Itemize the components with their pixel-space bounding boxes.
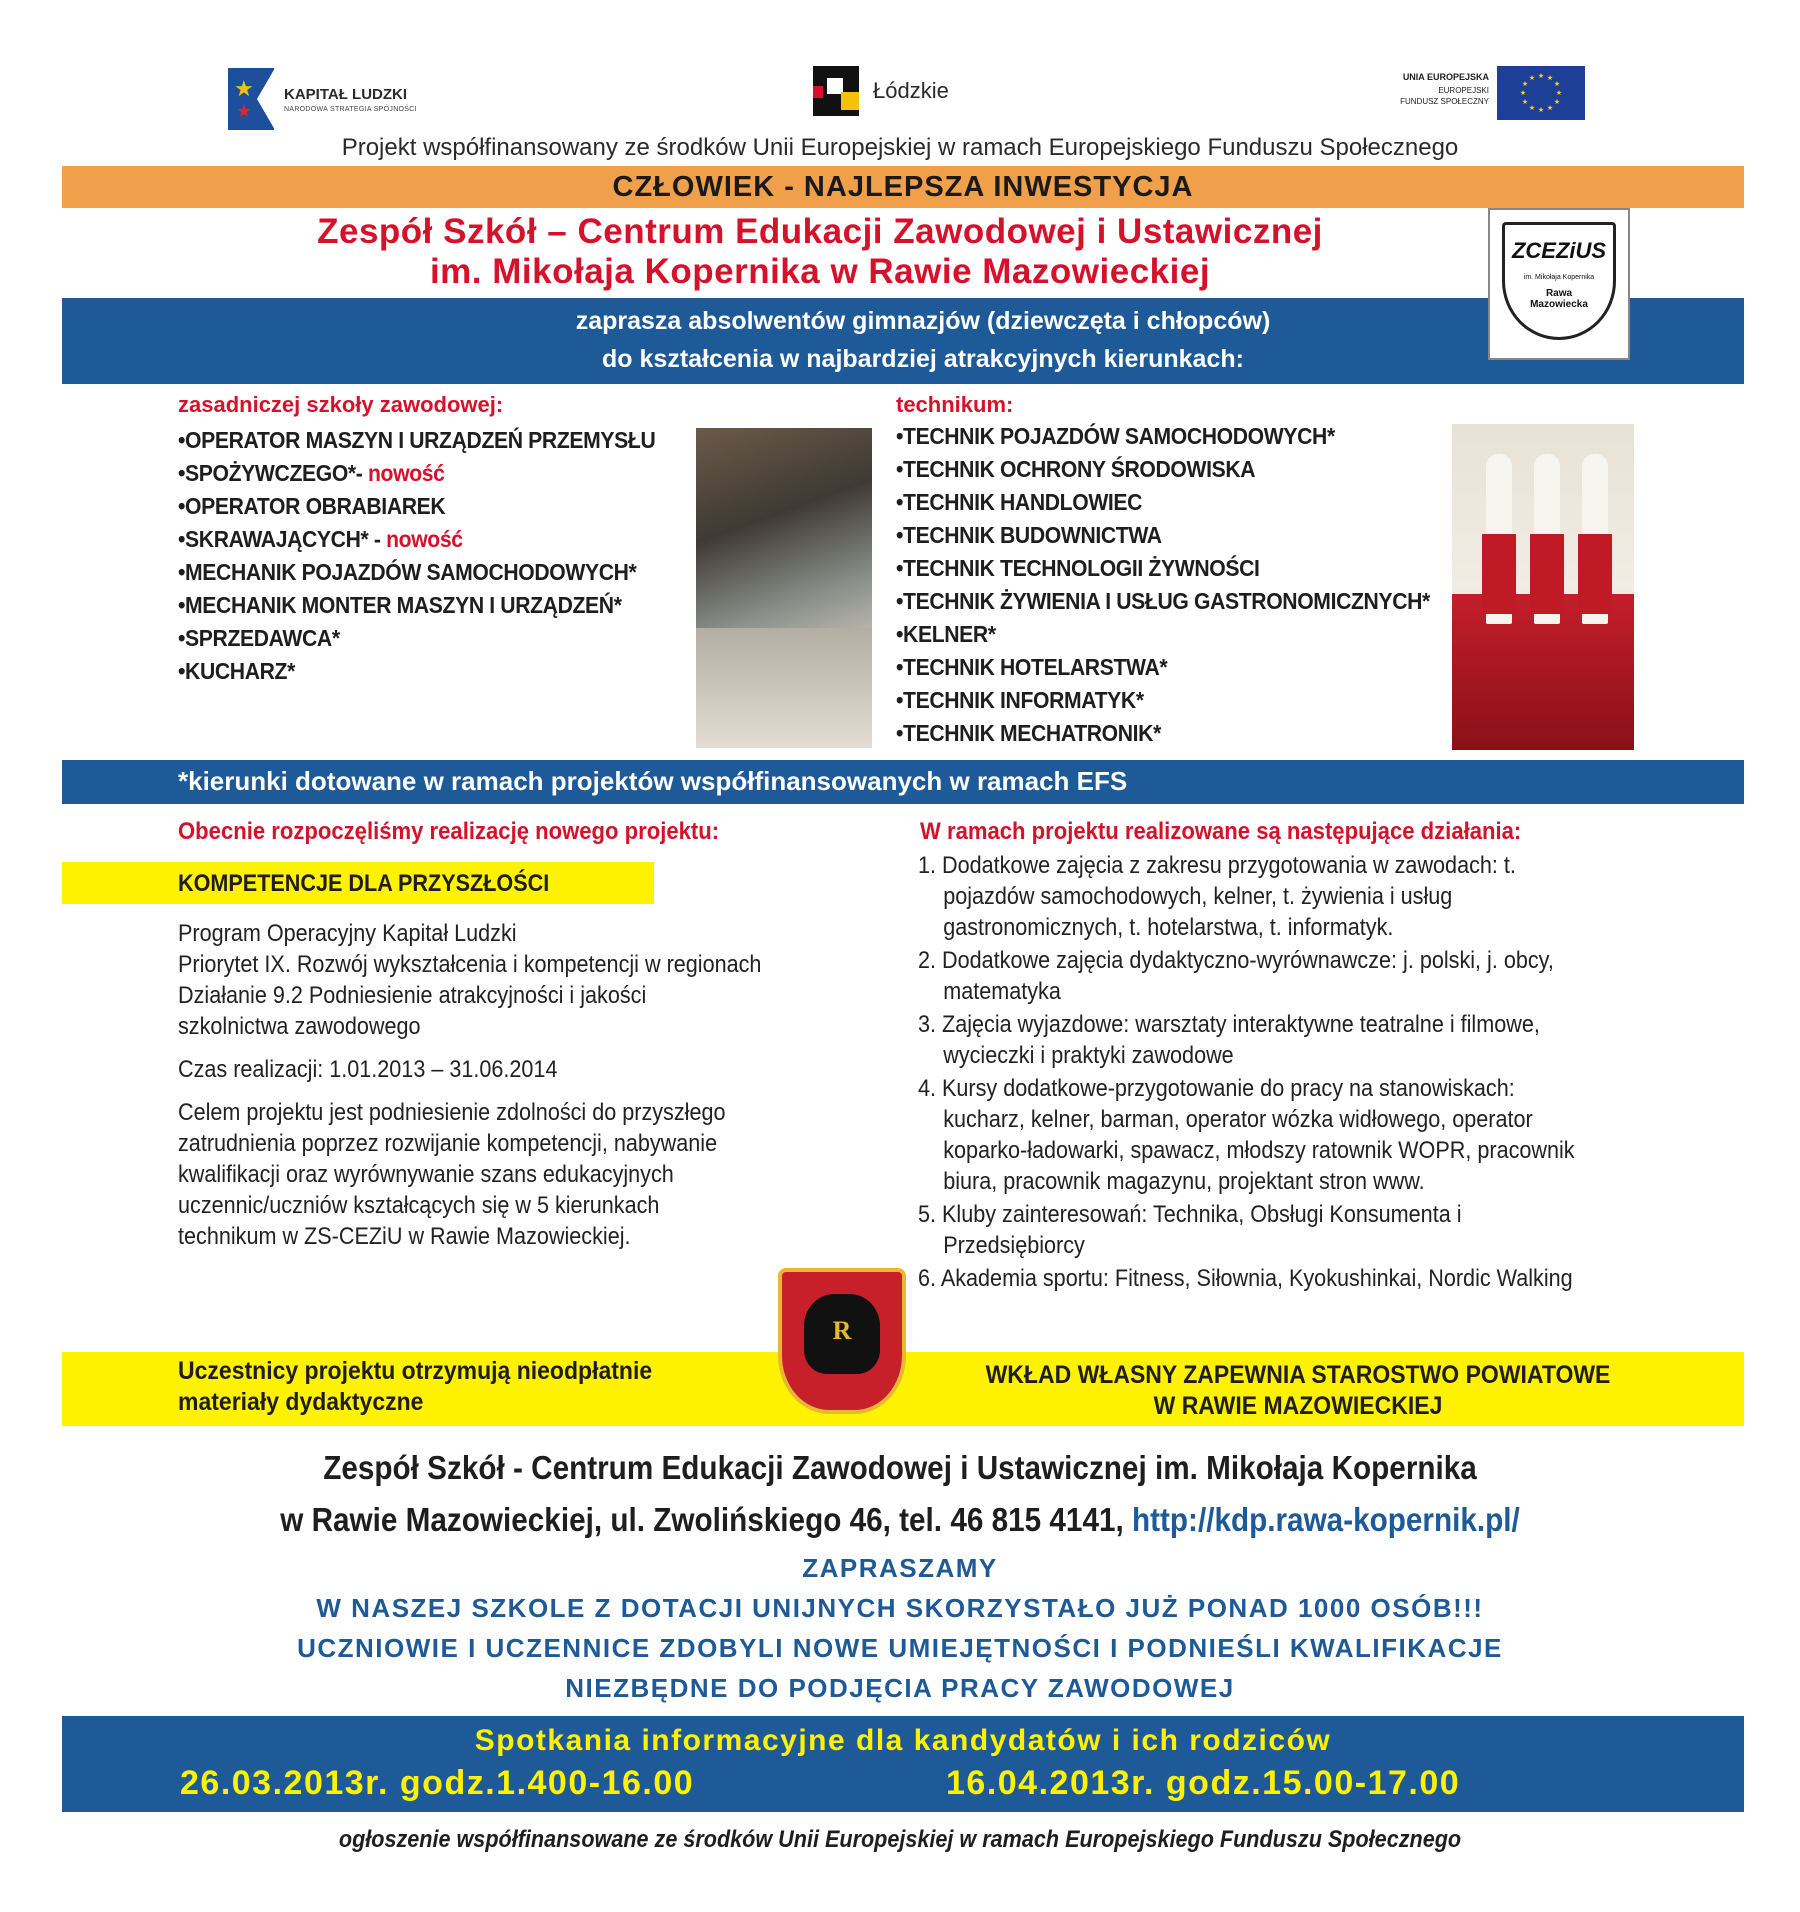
project-period: Czas realizacji: 1.01.2013 – 31.06.2014 [178, 1056, 558, 1083]
project-program: Program Operacyjny Kapitał Ludzki [178, 920, 517, 947]
list-item: •TECHNIK HANDLOWIEC [896, 489, 1143, 515]
eu-line1: UNIA EUROPEJSKA [1402, 72, 1489, 82]
emblem-letter: R [832, 1316, 852, 1345]
invite-line2: do kształcenia w najbardziej atrakcyjnych kierunkach: [602, 345, 1244, 373]
waitresses-photo [1452, 424, 1634, 750]
efs-note: *kierunki dotowane w ramach projektów współfinansowanych w ramach EFS [178, 766, 1128, 796]
school-title [150, 212, 1490, 292]
eu-line3: FUNDUSZ SPOŁECZNY [1400, 97, 1489, 106]
eu-flag-icon [1497, 66, 1585, 120]
list-item: 2. Dodatkowe zajęcia dydaktyczno-wyrównawcze: j. polski, j. obcy, matematyka [918, 947, 1554, 1005]
zsz-heading: zasadniczej szkoły zawodowej: [178, 392, 504, 417]
kapital-ludzki-logo [228, 68, 468, 132]
list-item: 3. Zajęcia wyjazdowe: warsztaty interaktywne teatralne i filmowe, wycieczki i praktyki zawodowe [918, 1011, 1540, 1069]
list-item: •SPRZEDAWCA* [178, 625, 340, 651]
list-item: •OPERATOR MASZYN I URZĄDZEŃ PRZEMYSŁU [178, 427, 656, 453]
list-item: •TECHNIK OCHRONY ŚRODOWISKA [896, 456, 1256, 482]
crest-abbr: ZCEZiUS [1511, 238, 1607, 263]
list-item: •SPOŻYWCZEGO*- nowość [178, 460, 445, 486]
svg-text:★: ★ [1528, 74, 1536, 82]
invite-line1: zaprasza absolwentów gimnazjów (dziewczęta i chłopców) [575, 307, 1271, 335]
invitation-line2: W NASZEJ SZKOLE Z DOTACJI UNIJNYCH SKORZYSTAŁO JUŻ PONAD 1000 OSÓB!!! [316, 1593, 1484, 1623]
svg-text:★: ★ [1546, 74, 1554, 82]
list-item: •SKRAWAJĄCYCH* - nowość [178, 526, 463, 552]
svg-text:★: ★ [1521, 98, 1529, 106]
list-item: 4. Kursy dodatkowe-przygotowanie do pracy na stanowiskach: kucharz, kelner, barman, operator wózka widłowego, operator koparko-ładowarki, spawacz, młodszy ratownik WOPR, pracownik biura, pracownik magazynu, projektant stron www. [918, 1075, 1575, 1195]
list-item: •TECHNIK BUDOWNICTWA [896, 522, 1162, 548]
crest-line1: im. Mikołaja Kopernika [1523, 274, 1595, 281]
list-item: •KELNER* [896, 621, 996, 647]
own-contribution [948, 1360, 1647, 1422]
invitation-line4: NIEZBĘDNE DO PODJĘCIA PRACY ZAWODOWEJ [565, 1673, 1235, 1703]
website-link[interactable]: http://kdp.rawa-kopernik.pl/ [1131, 1501, 1520, 1538]
eu-logo [1380, 66, 1585, 122]
activities-list [918, 850, 1602, 1296]
workshop-photo [696, 428, 872, 748]
project-heading: Obecnie rozpoczęliśmy realizację nowego projektu: [178, 818, 720, 845]
contact-info [90, 1442, 1710, 1546]
project-priority: Priorytet IX. Rozwój wykształcenia i kompetencji w regionach [178, 951, 762, 978]
invitation-block [0, 1548, 1800, 1708]
list-item: •MECHANIK POJAZDÓW SAMOCHODOWYCH* [178, 559, 637, 585]
zsz-list [178, 424, 655, 688]
list-item: •TECHNIK INFORMATYK* [896, 687, 1144, 713]
invitation-line1: ZAPRASZAMY [802, 1553, 998, 1583]
list-item: •TECHNIK MECHATRONIK* [896, 720, 1161, 746]
kapital-ludzki-name: KAPITAŁ LUDZKI [284, 86, 408, 103]
list-item: •TECHNIK HOTELARSTWA* [896, 654, 1168, 680]
own-contribution-line1: WKŁAD WŁASNY ZAPEWNIA STAROSTWO POWIATOWE [985, 1361, 1611, 1389]
project-goal: Celem projektu jest podniesienie zdolności do przyszłego zatrudnienia poprzez rozwijanie kompetencji, nabywanie kwalifikacji oraz wyrównywanie szans edukacyjnych uczennic/uczniów kształcących się w 5 kierunkach technikum w ZS-CEZiU w Rawie Mazowieckiej. [178, 1099, 726, 1250]
meeting-date-2: 16.04.2013r. godz.15.00-17.00 [946, 1764, 1461, 1802]
list-item: •TECHNIK TECHNOLOGII ŻYWNOŚCI [896, 555, 1260, 581]
project-action: Działanie 9.2 Podniesienie atrakcyjności i jakości szkolnictwa zawodowego [178, 982, 647, 1040]
svg-text:★: ★ [1521, 80, 1529, 88]
footer-note: ogłoszenie współfinansowane ze środków Unii Europejskiej w ramach Europejskiego Funduszu Społecznego [338, 1826, 1462, 1853]
county-emblem-icon [778, 1268, 906, 1414]
list-item: •TECHNIK ŻYWIENIA I USŁUG GASTRONOMICZNYCH* [896, 588, 1430, 614]
own-contribution-line2: W RAWIE MAZOWIECKIEJ [1153, 1392, 1443, 1420]
crest-line2: Rawa Mazowiecka [1530, 288, 1588, 310]
contact-line2: w Rawie Mazowieckiej, ul. Zwolińskiego 46, tel. 46 815 4141, [280, 1501, 1124, 1538]
list-item: 6. Akademia sportu: Fitness, Siłownia, Kyokushinkai, Nordic Walking [918, 1265, 1573, 1292]
meetings-title: Spotkania informacyjne dla kandydatów i ich rodziców [474, 1724, 1332, 1757]
svg-text:★: ★ [1553, 98, 1561, 106]
list-item: •MECHANIK MONTER MASZYN I URZĄDZEŃ* [178, 592, 622, 618]
svg-text:★: ★ [1553, 80, 1561, 88]
slogan-bar [62, 166, 1744, 208]
svg-text:★: ★ [1528, 104, 1536, 112]
invitation-line3: UCZNIOWIE I UCZENNICE ZDOBYLI NOWE UMIEJĘTNOŚCI I PODNIEŚLI KWALIFIKACJE [297, 1633, 1503, 1663]
lodzkie-name: Łódzkie [873, 78, 949, 103]
list-item: •KUCHARZ* [178, 658, 295, 684]
slogan-text: CZŁOWIEK - NAJLEPSZA INWESTYCJA [612, 171, 1194, 203]
technikum-heading: technikum: [896, 392, 1014, 417]
kapital-ludzki-sub: NARODOWA STRATEGIA SPÓJNOŚCI [284, 106, 417, 113]
eu-line2: EUROPEJSKI [1438, 86, 1489, 95]
list-item: 1. Dodatkowe zajęcia z zakresu przygotowania w zawodach: t. pojazdów samochodowych, kelner, t. żywienia i usług gastronomicznych, t. hotelarstwa, t. informatyk. [918, 852, 1516, 941]
project-details [178, 918, 808, 1264]
new-badge: nowość [362, 460, 445, 486]
lodzkie-logo [813, 66, 983, 118]
school-title-line1: Zespół Szkół – Centrum Edukacji Zawodowej i Ustawicznej [317, 212, 1323, 251]
contact-line1: Zespół Szkół - Centrum Edukacji Zawodowej i Ustawicznej im. Mikołaja Kopernika [323, 1449, 1477, 1486]
list-item: •OPERATOR OBRABIAREK [178, 493, 446, 519]
svg-text:★: ★ [1537, 106, 1545, 114]
activities-heading: W ramach projektu realizowane są następujące działania: [920, 818, 1522, 845]
new-badge: nowość [380, 526, 463, 552]
meeting-date-1: 26.03.2013r. godz.1.400-16.00 [180, 1764, 695, 1802]
svg-text:★: ★ [1546, 104, 1554, 112]
participants-note: Uczestnicy projektu otrzymują nieodpłatnie materiały dydaktyczne [178, 1357, 653, 1416]
school-crest-logo [1488, 208, 1630, 360]
project-name: KOMPETENCJE DLA PRZYSZŁOŚCI [178, 870, 550, 897]
technikum-list [896, 420, 1430, 750]
svg-text:★: ★ [1555, 89, 1563, 97]
svg-text:★: ★ [1537, 72, 1545, 80]
cofinance-line: Projekt współfinansowany ze środków Unii Europejskiej w ramach Europejskiego Funduszu Społecznego [341, 134, 1459, 161]
school-title-line2: im. Mikołaja Kopernika w Rawie Mazowieckiej [429, 252, 1211, 291]
list-item: 5. Kluby zainteresowań: Technika, Obsługi Konsumenta i Przedsiębiorcy [918, 1201, 1462, 1259]
svg-text:★: ★ [1519, 89, 1527, 97]
list-item: •TECHNIK POJAZDÓW SAMOCHODOWYCH* [896, 423, 1335, 449]
kapital-ludzki-flag-icon: ★ ★ [228, 68, 274, 130]
